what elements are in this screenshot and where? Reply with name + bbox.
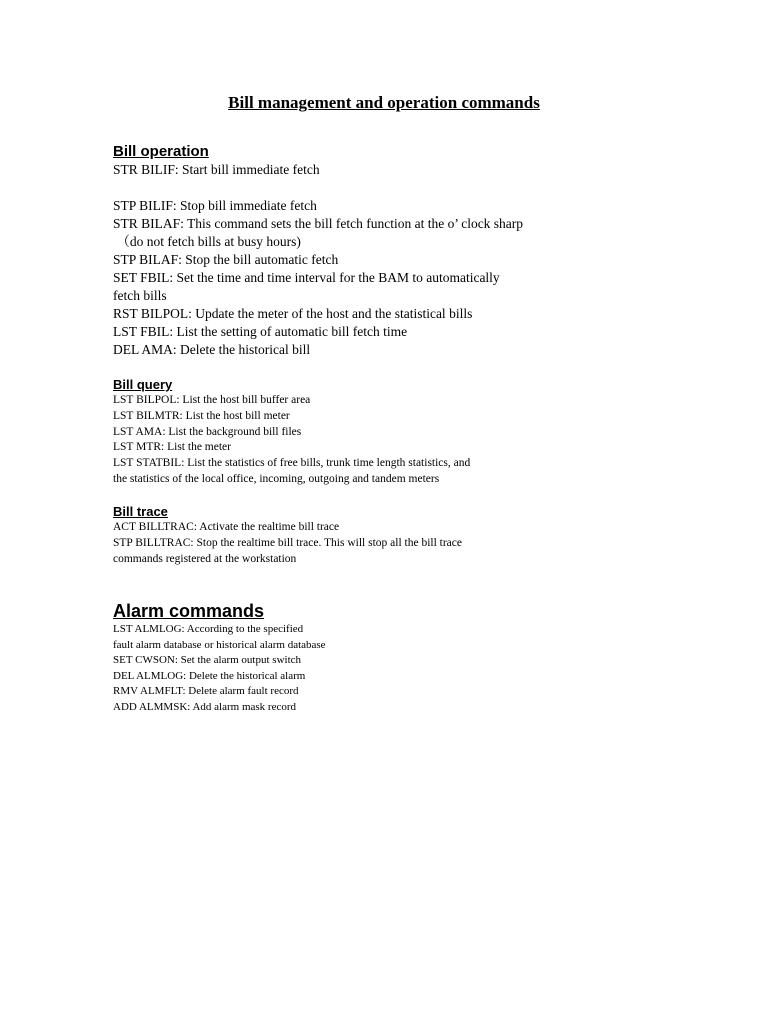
spacer: [113, 179, 673, 197]
bill-operation-line: STP BILAF: Stop the bill automatic fetch: [113, 252, 339, 267]
alarm-commands-section: [113, 600, 673, 715]
bill-operation-line: RST BILPOL: Update the meter of the host and the statistical bills: [113, 306, 473, 321]
bill-query-line: LST STATBIL: List the statistics of free bills, trunk time length statistics, and: [113, 457, 471, 470]
bill-operation-section: [113, 142, 673, 359]
bill-trace-section: [113, 504, 673, 567]
bill-operation-heading: Bill operation: [113, 143, 209, 160]
bill-query-line: LST BILMTR: List the host bill meter: [113, 409, 290, 422]
alarm-command-line: fault alarm database or historical alarm database: [113, 638, 326, 651]
bill-operation-line: DEL AMA: Delete the historical bill: [113, 342, 311, 357]
bill-query-line: LST MTR: List the meter: [113, 441, 231, 454]
bill-operation-line: SET FBIL: Set the time and time interval for the BAM to automatically: [113, 270, 500, 285]
alarm-command-line: RMV ALMFLT: Delete alarm fault record: [113, 685, 299, 697]
bill-query-line: LST AMA: List the background bill files: [113, 425, 302, 438]
bill-trace-line: commands registered at the workstation: [113, 552, 297, 565]
bill-trace-line: STP BILLTRAC: Stop the realtime bill trace. This will stop all the bill trace: [113, 536, 462, 549]
bill-trace-heading: Bill trace: [113, 504, 168, 519]
bill-query-heading: Bill query: [113, 377, 173, 392]
alarm-command-line: SET CWSON: Set the alarm output switch: [113, 654, 302, 666]
bill-trace-line: ACT BILLTRAC: Activate the realtime bill trace: [113, 521, 340, 533]
alarm-command-line: DEL ALMLOG: Delete the historical alarm: [113, 669, 306, 682]
alarm-command-line: LST ALMLOG: According to the specified: [113, 623, 304, 635]
bill-operation-line: LST FBIL: List the setting of automatic bill fetch time: [113, 324, 408, 339]
bill-query-line: the statistics of the local office, incoming, outgoing and tandem meters: [113, 472, 440, 485]
bill-query-section: [113, 377, 673, 488]
bill-operation-line: STR BILAF: This command sets the bill fetch function at the o’ clock sharp: [113, 216, 524, 231]
alarm-command-line: ADD ALMMSK: Add alarm mask record: [113, 700, 297, 713]
bill-operation-line: （do not fetch bills at busy hours): [113, 234, 301, 249]
bill-operation-line: STP BILIF: Stop bill immediate fetch: [113, 198, 317, 213]
bill-operation-line: fetch bills: [113, 288, 167, 303]
page-title: Bill management and operation commands: [228, 93, 540, 112]
bill-operation-line: STR BILIF: Start bill immediate fetch: [113, 162, 320, 177]
alarm-commands-heading: Alarm commands: [113, 601, 265, 621]
bill-query-line: LST BILPOL: List the host bill buffer area: [113, 394, 311, 406]
